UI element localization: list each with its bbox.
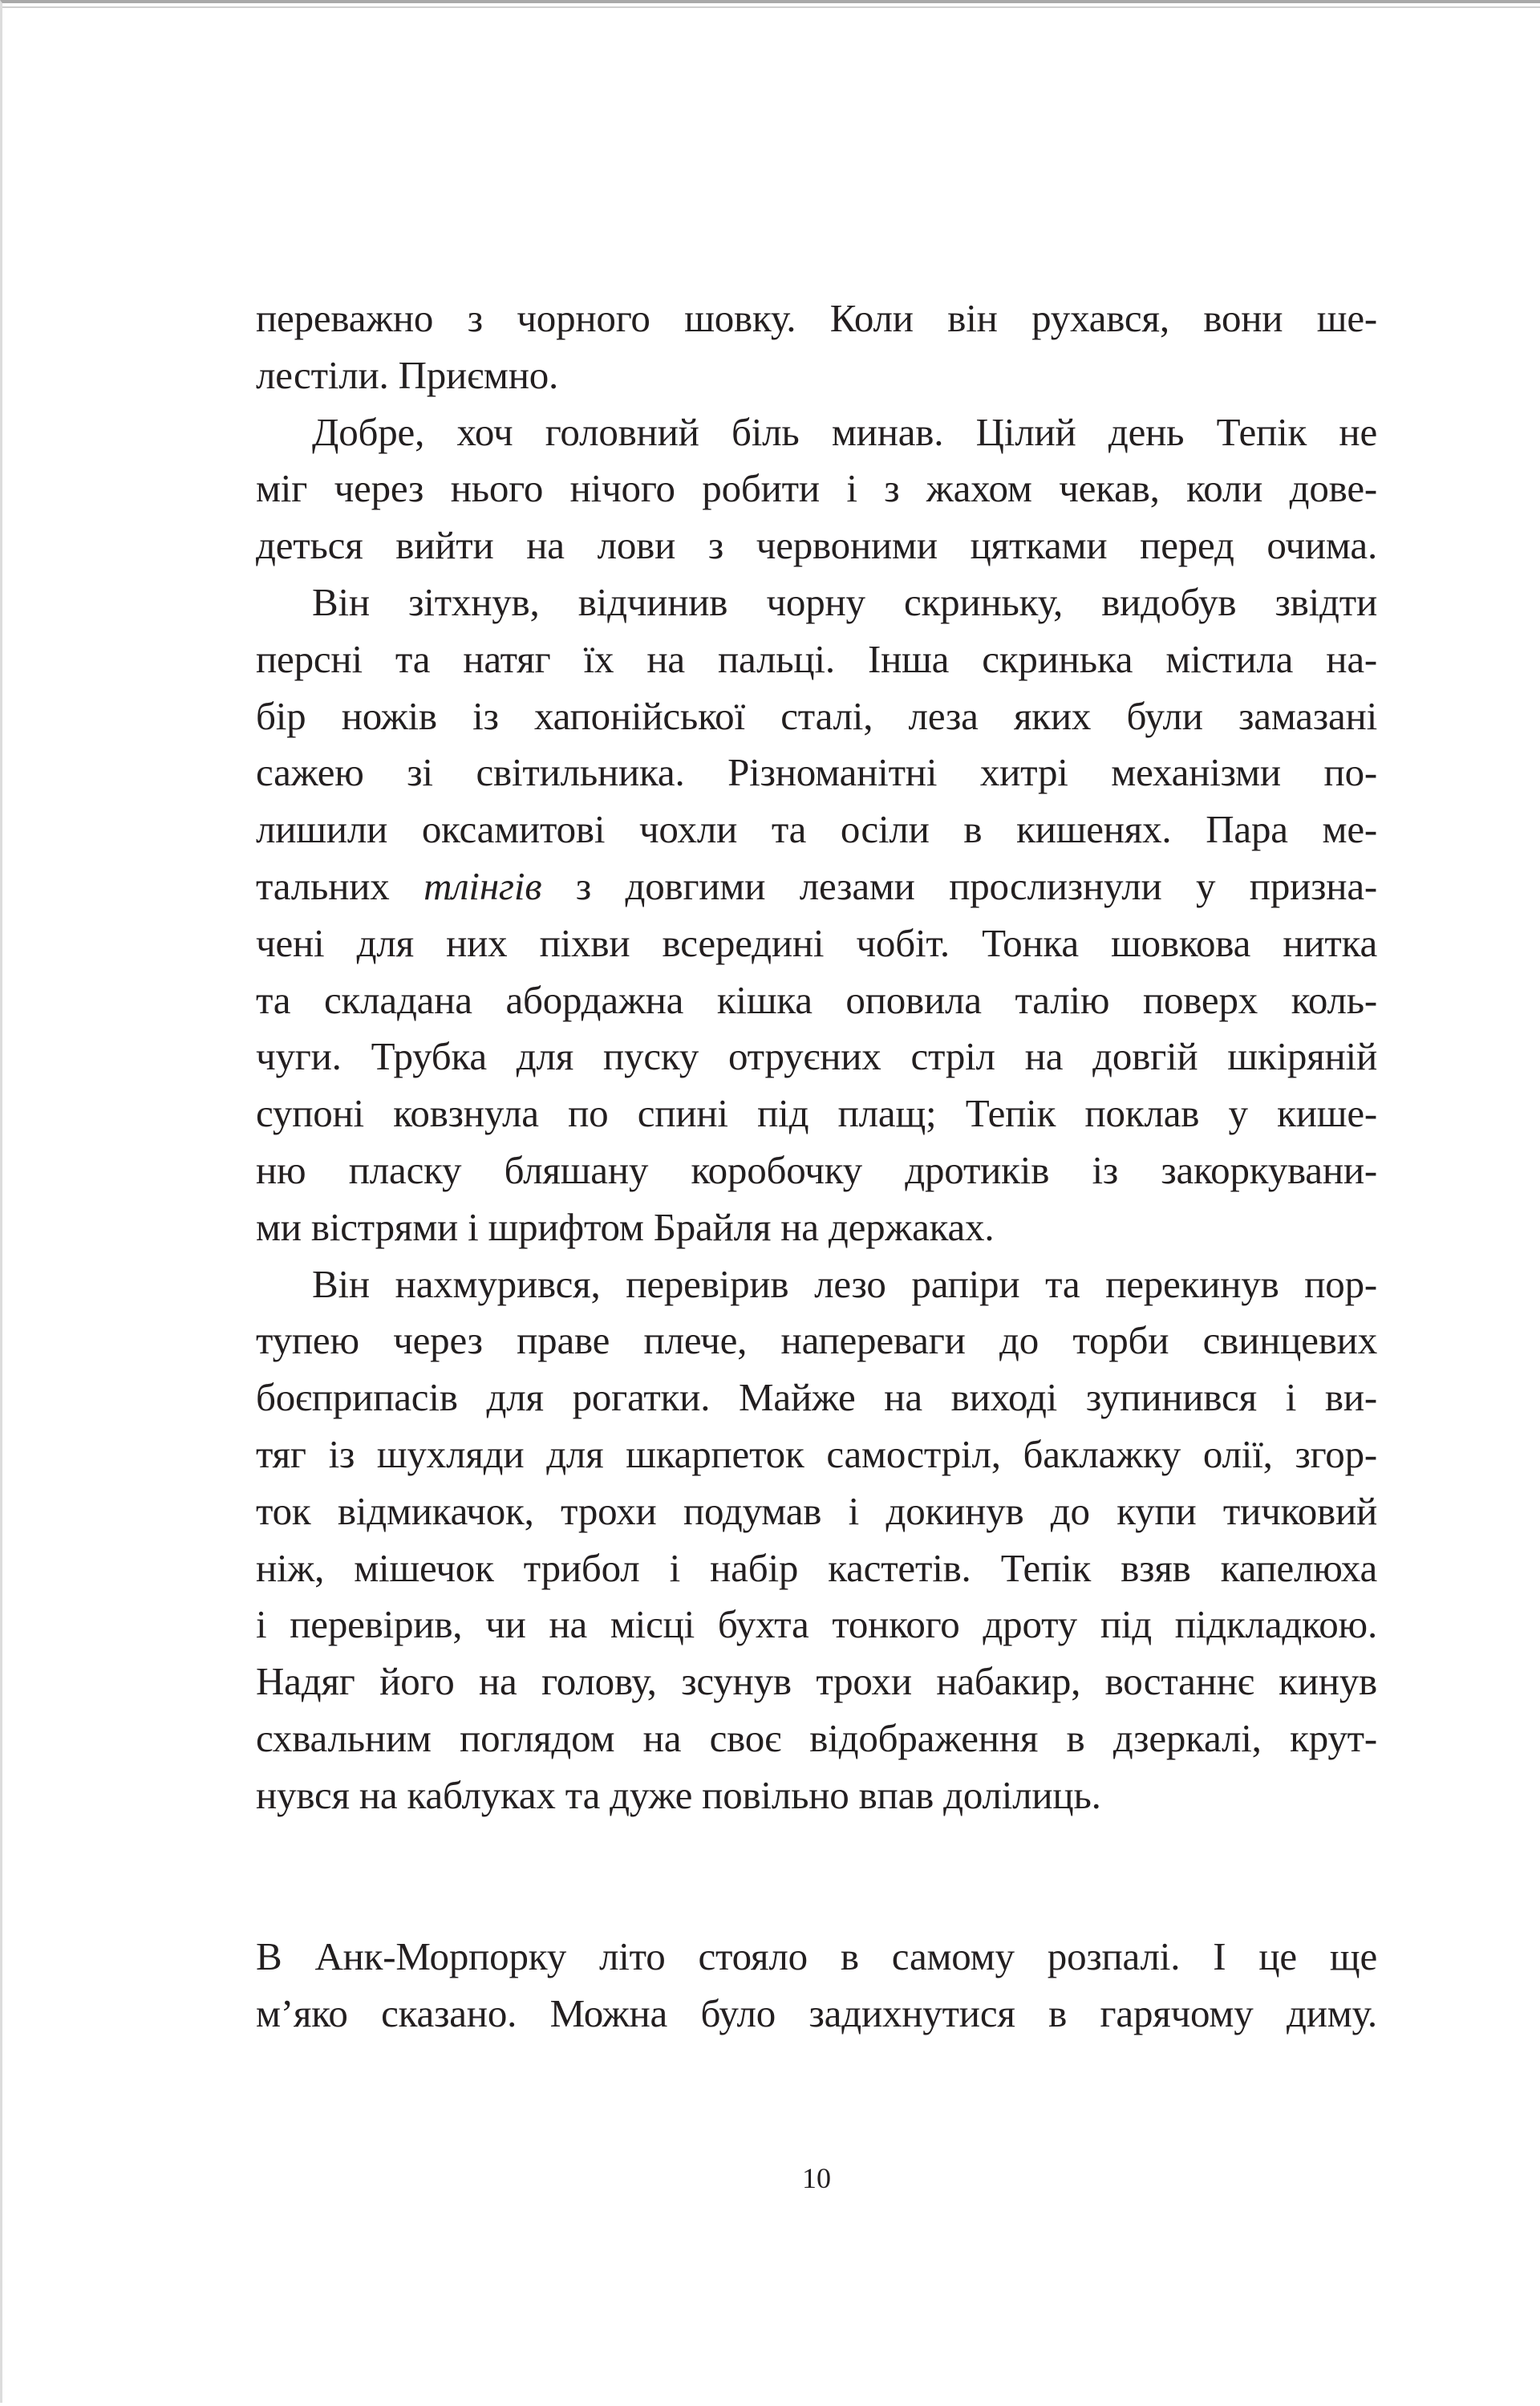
main-text-section [256,290,1377,1824]
text-line: переважно з чорного шовку. Коли він рухався, вони ше- [256,296,1377,340]
paragraph [256,574,1377,1256]
text-line: Надяг його на голову, зсунув трохи набакир, востаннє кинув [256,1659,1377,1704]
new-section-text [256,1929,1377,2043]
text-run: з довгими лезами прослизнули у призна- [541,863,1377,908]
text-line: деться вийти на лови з червоними цятками перед очима. [256,523,1377,568]
text-line: чені для них піхви всередині чобіт. Тонка шовкова нитка [256,920,1377,965]
text-line: тупею через праве плече, напереваги до торби свинцевих [256,1318,1377,1363]
text-line: ню пласку бляшану коробочку дротиків із закоркувани- [256,1147,1377,1192]
text-line: Добре, хоч головний біль минав. Цілий день Тепік не [312,409,1377,454]
text-line: Він зітхнув, відчинив чорну скриньку, видобув звідти [312,579,1377,624]
text-line: нувся на каблуках та дуже повільно впав долілиць. [256,1772,1101,1817]
text-line-with-italic [256,858,1377,915]
text-line: В Анк-Морпорку літо стояло в самому розпалі. І це ще [256,1934,1377,1978]
italic-term: тлінгів [424,863,542,908]
text-line: та складана абордажна кішка оповила талію поверх коль- [256,977,1377,1022]
text-run: тальних [256,863,424,908]
text-line: чуги. Трубка для пуску отруєних стріл на довгій шкіряній [256,1034,1377,1079]
book-page [2,3,1540,2406]
text-line: тяг із шухляди для шкарпеток самостріл, баклажку олії, згор- [256,1431,1377,1476]
text-line: міг через нього нічого робити і з жахом чекав, коли дове- [256,466,1377,511]
text-line: боєприпасів для рогатки. Майже на виході зупинився і ви- [256,1375,1377,1420]
text-line: Він нахмурився, перевірив лезо рапіри та перекинув пор- [312,1261,1377,1306]
text-line: персні та натяг їх на пальці. Інша скринька містила на- [256,636,1377,681]
text-line: лестіли. Приємно. [256,352,559,397]
text-line: м’яко сказано. Можна було задихнутися в гарячому диму. [256,1990,1377,2035]
text-line: схвальним поглядом на своє відображення в дзеркалі, крут- [256,1715,1377,1760]
text-line: ток відмикачок, трохи подумав і докинув до купи тичковий [256,1488,1377,1533]
paragraph [256,1929,1377,2043]
paragraph [256,1256,1377,1824]
text-line: бір ножів із хапонійської сталі, леза яких були замазані [256,693,1377,738]
page-number: 10 [802,2162,831,2194]
paragraph [256,404,1377,574]
text-line: сажею зі світильника. Різноманітні хитрі механізми по- [256,750,1377,795]
text-line: лишили оксамитові чохли та осіли в кишенях. Пара ме- [256,807,1377,852]
text-line: ніж, мішечок трибол і набір кастетів. Тепік взяв капелюха [256,1545,1377,1590]
text-line: ми вістрями і шрифтом Брайля на держаках. [256,1204,995,1249]
text-line: супоні ковзнула по спині під плащ; Тепік поклав у кише- [256,1091,1377,1136]
text-line: і перевірив, чи на місці бухта тонкого дроту під підкладкою. [256,1602,1377,1647]
paragraph [256,290,1377,404]
